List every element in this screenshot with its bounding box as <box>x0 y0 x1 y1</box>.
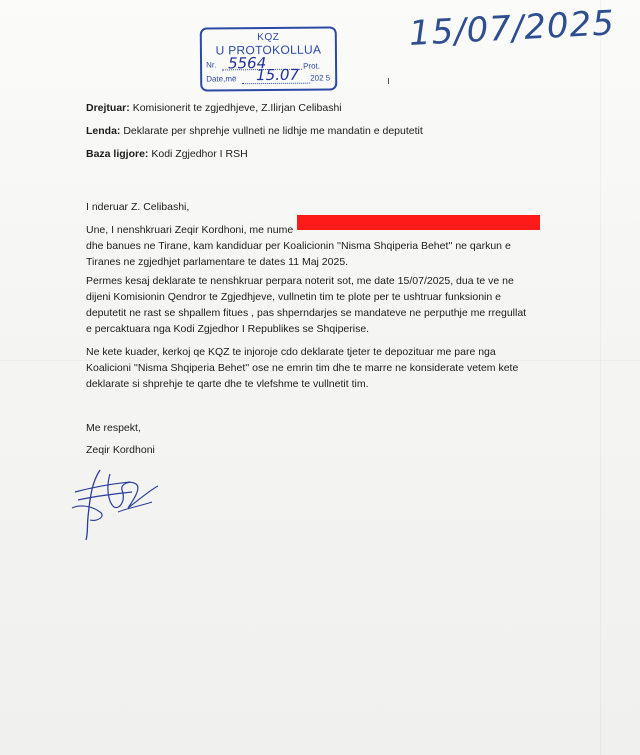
stamp-date-value: 15.07 <box>256 65 300 85</box>
paragraph-declaration <box>86 273 556 337</box>
addressee-value: Komisionerit te zgjedhjeve, Z.Ilirjan Celibashi <box>132 102 342 114</box>
stamp-date-label: Date,më <box>206 74 237 84</box>
paragraph-line: Koalicioni ''Nisma Shqiperia Behet'' ose ne emrin tim dhe te marre ne konsiderate vetem kete <box>86 362 519 374</box>
paragraph-line: Ne kete kuader, kerkoj qe KQZ te injoroje cdo deklarate tjeter te depozituar me pare nga <box>86 346 496 358</box>
paragraph-line: deklarate si shprehje te qarte dhe te vlefshme te vullnetit tim. <box>86 378 369 390</box>
paper-crease <box>600 0 601 755</box>
paragraph-request <box>86 344 556 392</box>
handwritten-date: 15/07/2025 <box>408 3 616 54</box>
stamp-number-value: 5564 <box>227 54 267 73</box>
paragraph-line: Une, I nenshkruari Zeqir Kordhoni, me nume <box>86 224 294 236</box>
stamp-org: KQZ <box>257 31 280 44</box>
subject-line <box>86 125 423 137</box>
paragraph-line: dijeni Komisionin Qendror te Zgjedhjeve, vullnetin tim te plote per te ushtruar funksionin e <box>86 291 501 303</box>
pen-mark <box>388 78 389 84</box>
stamp-office: U PROTOKOLLUA <box>215 42 322 58</box>
salutation: I nderuar Z. Celibashi, <box>86 201 190 213</box>
legal-basis-value: Kodi Zgjedhor I RSH <box>151 148 248 160</box>
addressee-line <box>86 102 342 114</box>
registration-stamp <box>200 26 338 91</box>
stamp-year: 202 5 <box>310 73 331 83</box>
paragraph-line: e percaktuara nga Kodi Zgjedhor I Republikes se Shqiperise. <box>86 323 370 335</box>
subject-label: Lenda: <box>86 125 121 137</box>
paragraph-line: deputetit ne rast se shpallem fitues , pas shpernd​arjes se mandateve ne perputhje me rregullat <box>86 307 527 319</box>
paragraph-line: Permes kesaj deklarate te nenshkruar perpara noterit sot, me date 15/07/2025, dua te ve ne <box>86 275 514 287</box>
redaction-bar <box>297 215 540 230</box>
paragraph-line: dhe banues ne Tirane, kam kandiduar per Koalicionin ''Nisma Shqiperia Behet'' ne qarkun e <box>86 240 511 252</box>
closing: Me respekt, <box>86 422 141 434</box>
stamp-prot-label: Prot. <box>303 61 321 71</box>
legal-basis-label: Baza ligjore: <box>86 148 149 160</box>
paragraph-line: Tiranes ne zgjedhjet parlamentare te dates 11 Maj 2025. <box>86 256 349 268</box>
addressee-label: Drejtuar: <box>86 102 130 114</box>
stamp-nr-label: Nr. <box>206 60 217 70</box>
signatory-name: Zeqir Kordhoni <box>86 444 155 456</box>
legal-basis-line <box>86 148 248 160</box>
subject-value: Deklarate per shprehje vullneti ne lidhje me mandatin e deputetit <box>123 125 423 137</box>
handwritten-signature <box>70 462 165 542</box>
